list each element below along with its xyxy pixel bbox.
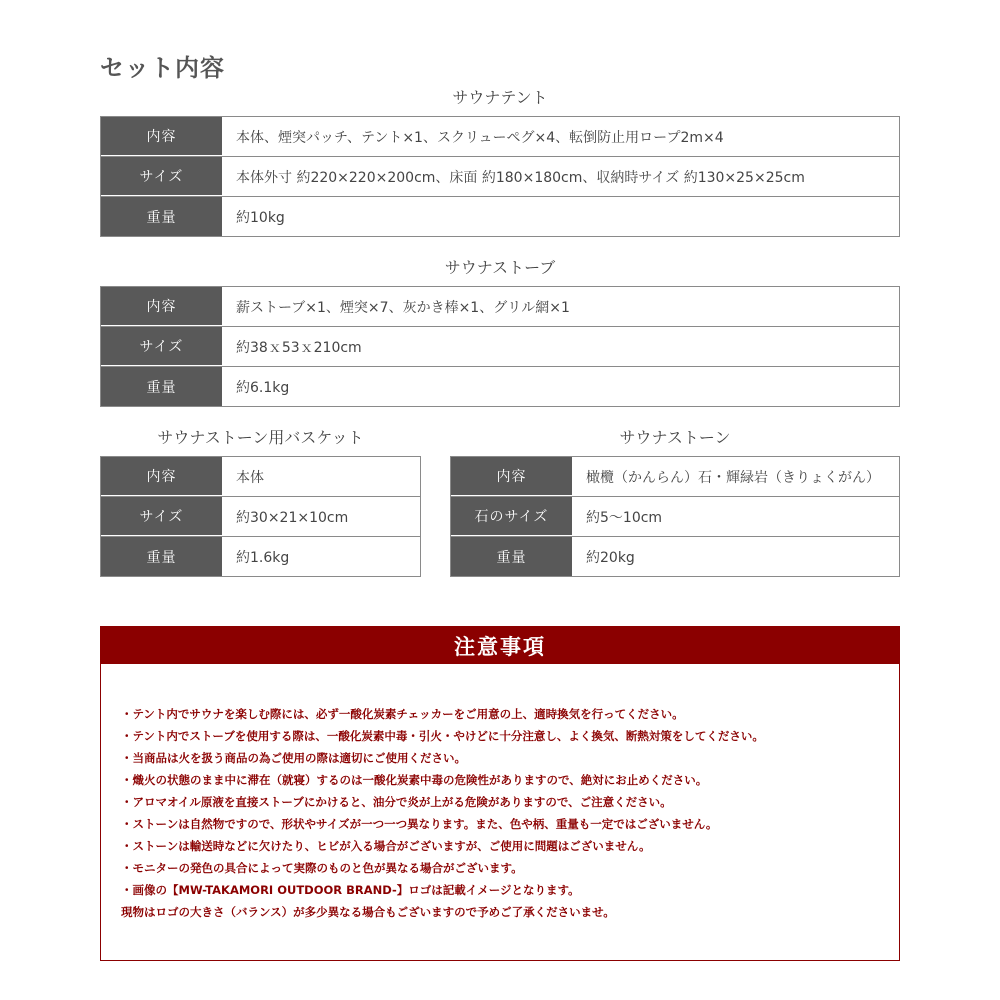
row-label: 石のサイズ: [451, 497, 572, 536]
list-item: ・アロマオイル原液を直接ストーブにかけると、油分で炎が上がる危険がありますので、ご注意ください。: [121, 795, 672, 809]
stove-section-title: サウナストーブ: [444, 258, 556, 277]
notice-list: [121, 703, 889, 923]
row-value: 約1.6kg: [236, 549, 290, 566]
row-label: 重量: [451, 537, 572, 576]
page-title: セット内容: [100, 54, 225, 82]
row-label: 重量: [101, 367, 222, 406]
list-item: ・当商品は火を扱う商品の為ご使用の際は適切にご使用ください。: [121, 751, 466, 765]
list-item: ・ストーンは自然物ですので、形状やサイズが一つ一つ異なります。また、色や柄、重量も一定ではございません。: [121, 817, 718, 831]
table-row: [101, 367, 899, 407]
list-item: ・熾火の状態のまま中に滞在（就寝）するのは一酸化炭素中毒の危険性がありますので、絶対にお止めください。: [121, 773, 708, 787]
row-value: 本体: [236, 469, 264, 486]
table-row: [101, 537, 420, 577]
row-value: 約6.1kg: [236, 379, 290, 396]
row-label: サイズ: [101, 497, 222, 536]
row-label: 重量: [101, 537, 222, 576]
row-label: 内容: [101, 287, 222, 326]
tent-section-title: サウナテント: [452, 88, 548, 107]
tent-section: [100, 86, 900, 237]
row-value: 約5〜10cm: [586, 509, 663, 526]
row-value: 約20kg: [586, 549, 635, 566]
list-item: ・モニターの発色の具合によって実際のものと色が異なる場合がございます。: [121, 861, 523, 875]
table-row: [101, 157, 899, 197]
row-value: 本体外寸 約220×220×200cm、床面 約180×180cm、収納時サイズ 約130×25×25cm: [236, 169, 805, 186]
basket-section: [100, 426, 421, 577]
list-item: ・画像の【MW-TAKAMORI OUTDOOR BRAND-】ロゴは記載イメージとなります。: [121, 883, 580, 897]
basket-spec-table: [100, 456, 421, 577]
table-row: [451, 457, 899, 497]
list-item: ・テント内でストーブを使用する際は、一酸化炭素中毒・引火・やけどに十分注意し、よく換気、断熱対策をしてください。: [121, 729, 764, 743]
row-value: 約10kg: [236, 209, 285, 226]
table-row: [451, 537, 899, 577]
table-row: [101, 197, 899, 237]
list-item: ・ストーンは輸送時などに欠けたり、ヒビが入る場合がございますが、ご使用に問題はございません。: [121, 839, 651, 853]
list-item: 現物はロゴの大きさ（バランス）が多少異なる場合もございますので予めご了承くださいませ。: [121, 905, 615, 919]
table-row: [101, 457, 420, 497]
basket-section-title: サウナストーン用バスケット: [157, 428, 364, 447]
row-label: サイズ: [101, 157, 222, 196]
list-item: ・テント内でサウナを楽しむ際には、必ず一酸化炭素チェッカーをご用意の上、適時換気を行ってください。: [121, 707, 684, 721]
tent-spec-table: [100, 116, 900, 237]
row-label: サイズ: [101, 327, 222, 366]
stove-spec-table: [100, 286, 900, 407]
notice-box: [100, 626, 900, 961]
row-label: 内容: [451, 457, 572, 496]
row-label: 内容: [101, 457, 222, 496]
table-row: [101, 117, 899, 157]
row-label: 内容: [101, 117, 222, 156]
notice-title: 注意事項: [101, 627, 899, 664]
table-row: [451, 497, 899, 537]
row-value: 薪ストーブ×1、煙突×7、灰かき棒×1、グリル網×1: [236, 299, 570, 316]
table-row: [101, 497, 420, 537]
stone-section-title: サウナストーン: [619, 428, 731, 447]
stone-section: [450, 426, 900, 577]
stove-section: [100, 256, 900, 407]
row-value: 橄欖（かんらん）石・輝緑岩（きりょくがん）: [586, 469, 880, 486]
stone-spec-table: [450, 456, 900, 577]
table-row: [101, 287, 899, 327]
row-value: 約30×21×10cm: [236, 509, 349, 526]
row-value: 本体、煙突パッチ、テント×1、スクリューペグ×4、転倒防止用ロープ2m×4: [236, 129, 724, 146]
row-value: 約38ｘ53ｘ210cm: [236, 339, 362, 356]
table-row: [101, 327, 899, 367]
row-label: 重量: [101, 197, 222, 236]
